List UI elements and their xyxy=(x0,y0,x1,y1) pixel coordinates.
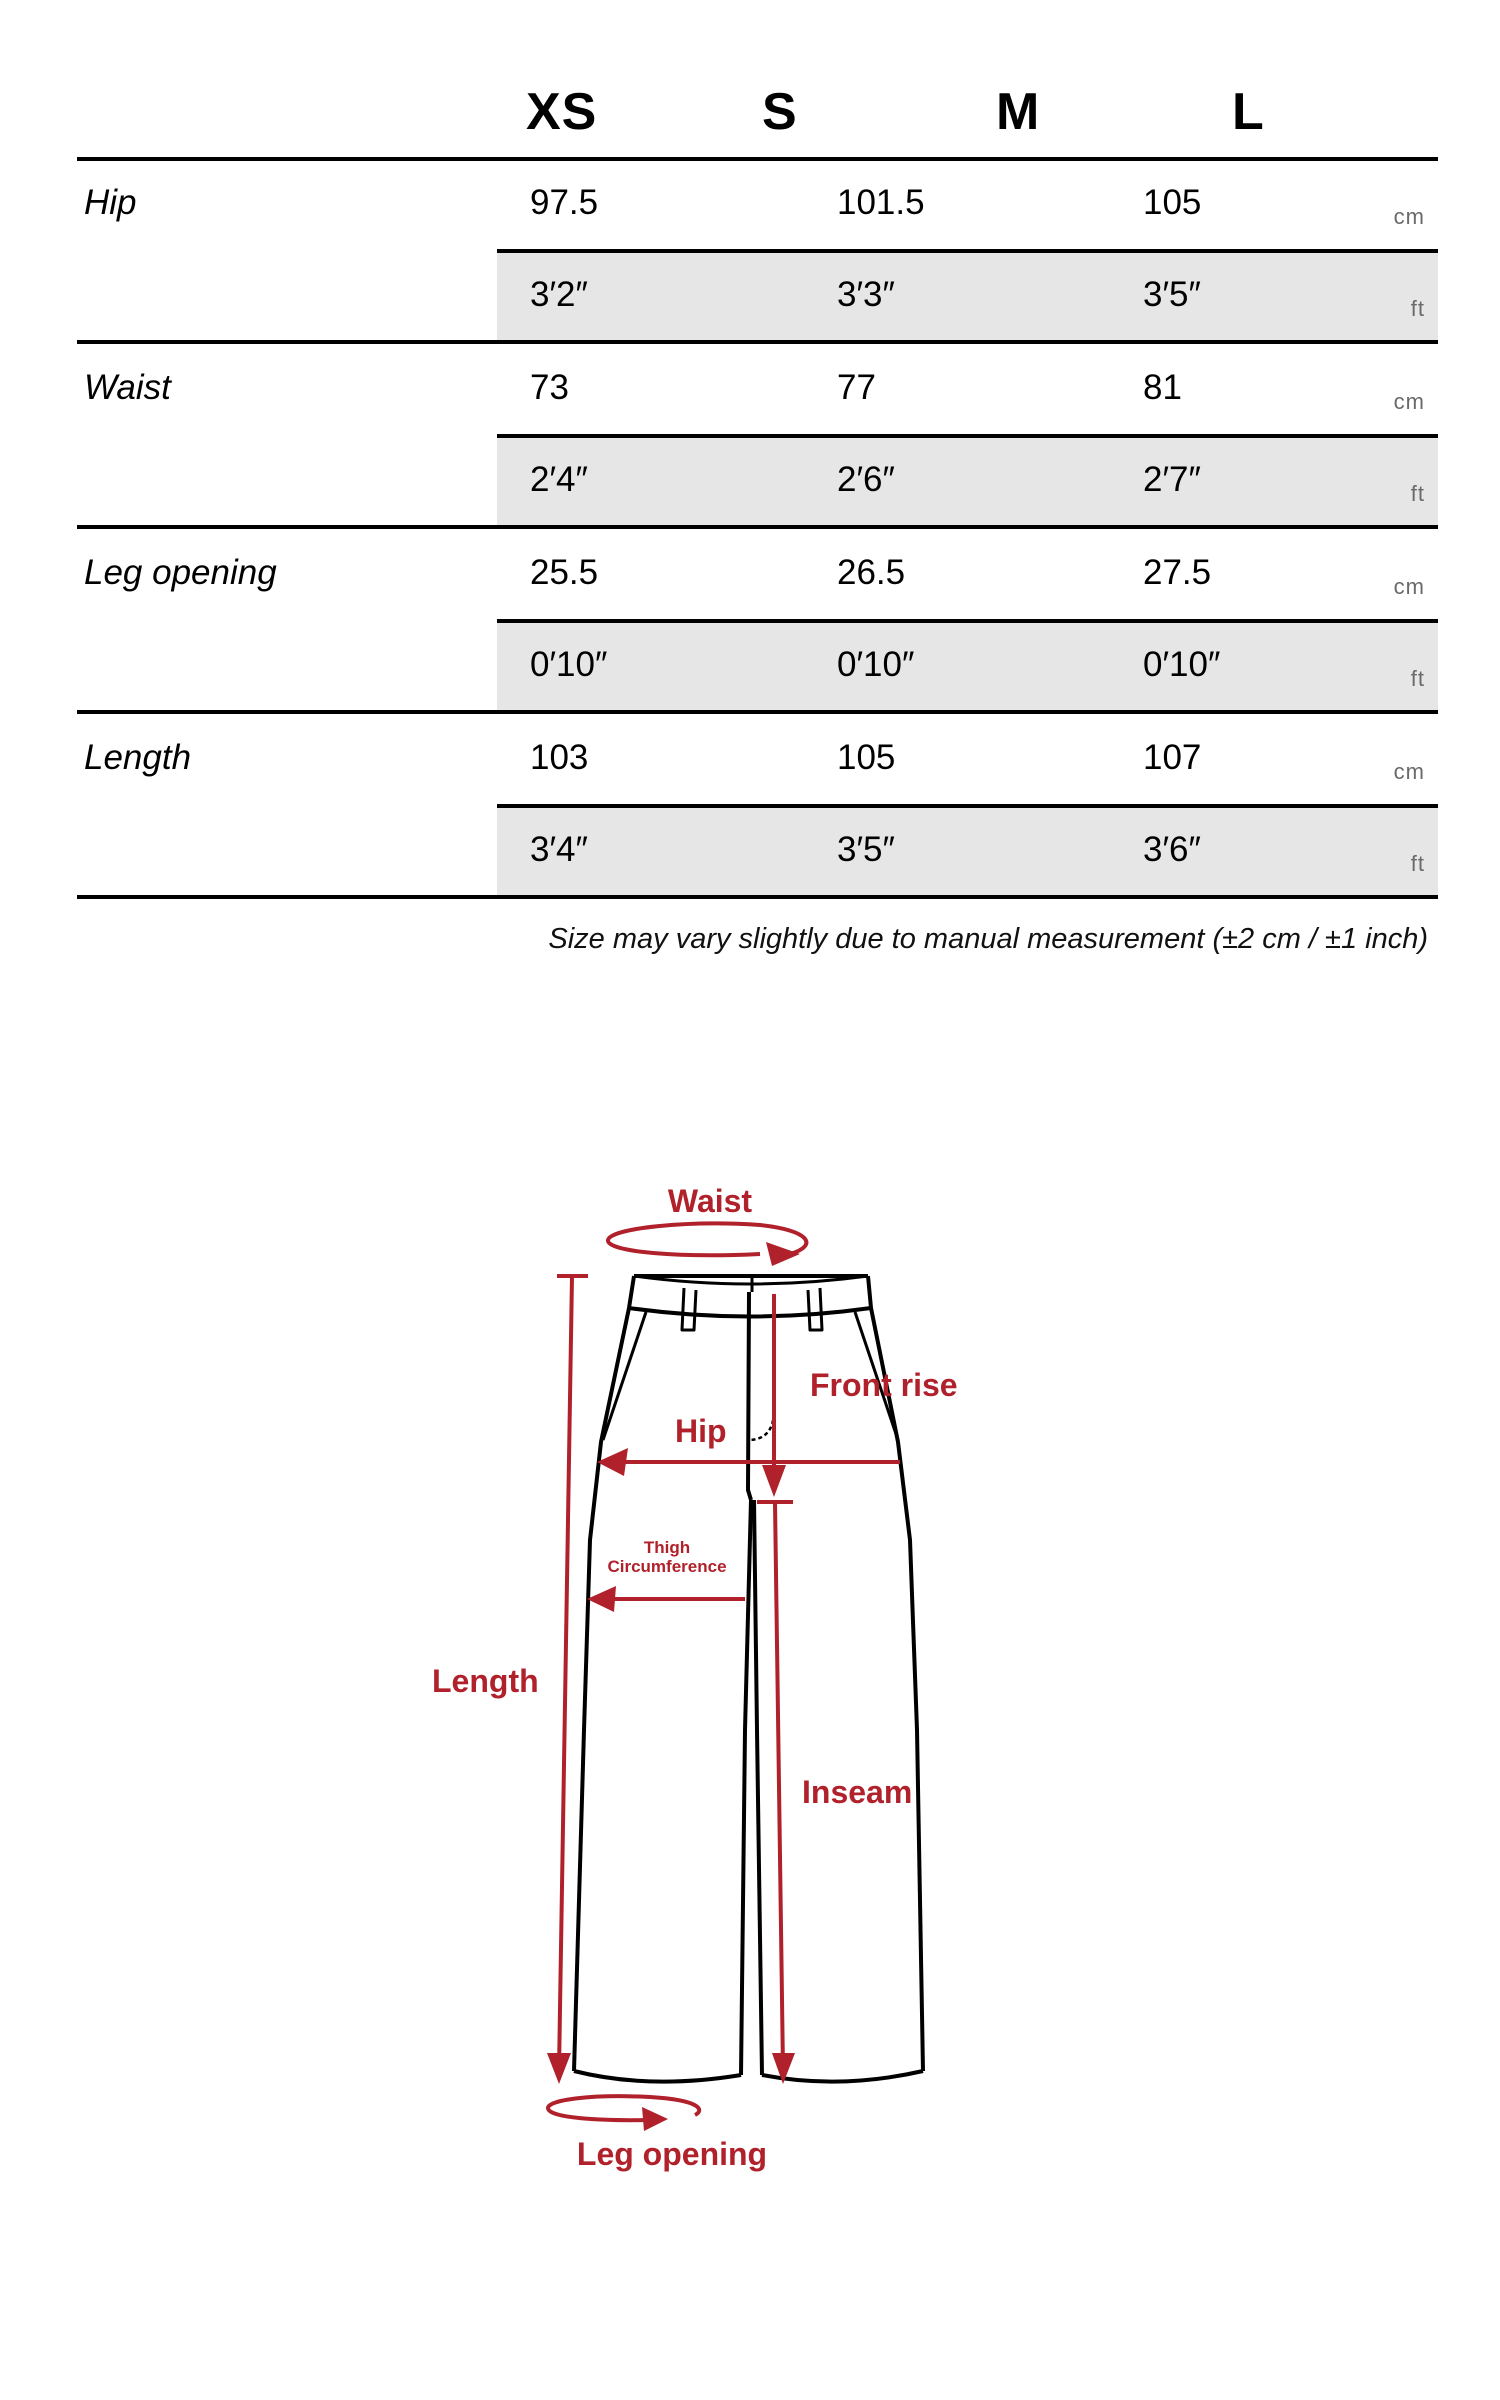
cell-ft: 2′4″ xyxy=(530,460,588,499)
cell-cm: 105 xyxy=(1143,183,1202,222)
measurement-note: Size may vary slightly due to manual measurement (±2 cm / ±1 inch) xyxy=(548,923,1428,955)
thigh-arrowhead-icon xyxy=(587,1586,616,1612)
waist-arrowhead-icon xyxy=(766,1242,800,1266)
size-s-header: S xyxy=(762,83,798,141)
inseam-label: Inseam xyxy=(802,1774,913,1810)
cell-ft: 0′10″ xyxy=(530,645,608,684)
hip-label: Hip xyxy=(675,1413,727,1449)
front-rise-label: Front rise xyxy=(810,1367,958,1403)
length-line xyxy=(559,1276,572,2070)
cell-cm: 107 xyxy=(1143,738,1202,777)
cell-cm: 97.5 xyxy=(530,183,599,222)
unit-ft: ft xyxy=(1410,296,1425,321)
row-label: Hip xyxy=(84,183,137,222)
cell-cm: 25.5 xyxy=(530,553,599,592)
inseam-line xyxy=(775,1502,783,2070)
size-xs-header: XS xyxy=(526,83,598,141)
thigh-label-line1: Thigh xyxy=(643,1538,691,1557)
front-rise-arrowhead-icon xyxy=(762,1465,786,1497)
leg-opening-label: Leg opening xyxy=(576,2136,768,2172)
measurement-arrows xyxy=(548,1223,900,2120)
cell-cm: 105 xyxy=(837,738,896,777)
cell-ft: 3′2″ xyxy=(530,275,588,314)
cell-ft: 3′3″ xyxy=(837,275,895,314)
unit-cm: cm xyxy=(1393,389,1425,414)
cell-ft: 2′7″ xyxy=(1143,460,1201,499)
row-label: Length xyxy=(84,738,192,777)
unit-ft: ft xyxy=(1410,666,1425,691)
unit-ft: ft xyxy=(1410,851,1425,876)
cell-cm: 26.5 xyxy=(837,553,906,592)
length-label: Length xyxy=(432,1663,539,1699)
cell-ft: 3′4″ xyxy=(530,830,588,869)
cell-cm: 27.5 xyxy=(1143,553,1212,592)
length-arrowhead-icon xyxy=(547,2053,571,2084)
leg-opening-circle-arrow-icon xyxy=(548,2096,699,2120)
unit-ft: ft xyxy=(1410,481,1425,506)
cell-cm: 73 xyxy=(530,368,569,407)
row-label: Waist xyxy=(84,368,171,407)
cell-ft: 3′5″ xyxy=(1143,275,1201,314)
cell-ft: 3′6″ xyxy=(1143,830,1201,869)
cell-ft: 2′6″ xyxy=(837,460,895,499)
cell-ft: 0′10″ xyxy=(1143,645,1221,684)
unit-cm: cm xyxy=(1393,759,1425,784)
row-label: Leg opening xyxy=(84,553,277,592)
unit-cm: cm xyxy=(1393,574,1425,599)
leg-opening-arrowhead-icon xyxy=(642,2107,668,2131)
size-m-header: M xyxy=(996,83,1041,141)
size-l-header: L xyxy=(1232,83,1265,141)
cell-cm: 101.5 xyxy=(837,183,925,222)
waist-label: Waist xyxy=(667,1183,753,1219)
unit-cm: cm xyxy=(1393,204,1425,229)
cell-cm: 77 xyxy=(837,368,876,407)
cell-cm: 103 xyxy=(530,738,589,777)
cell-ft: 3′5″ xyxy=(837,830,895,869)
cell-ft: 0′10″ xyxy=(837,645,915,684)
cell-cm: 81 xyxy=(1143,368,1182,407)
thigh-label-line2: Circumference xyxy=(607,1557,727,1576)
